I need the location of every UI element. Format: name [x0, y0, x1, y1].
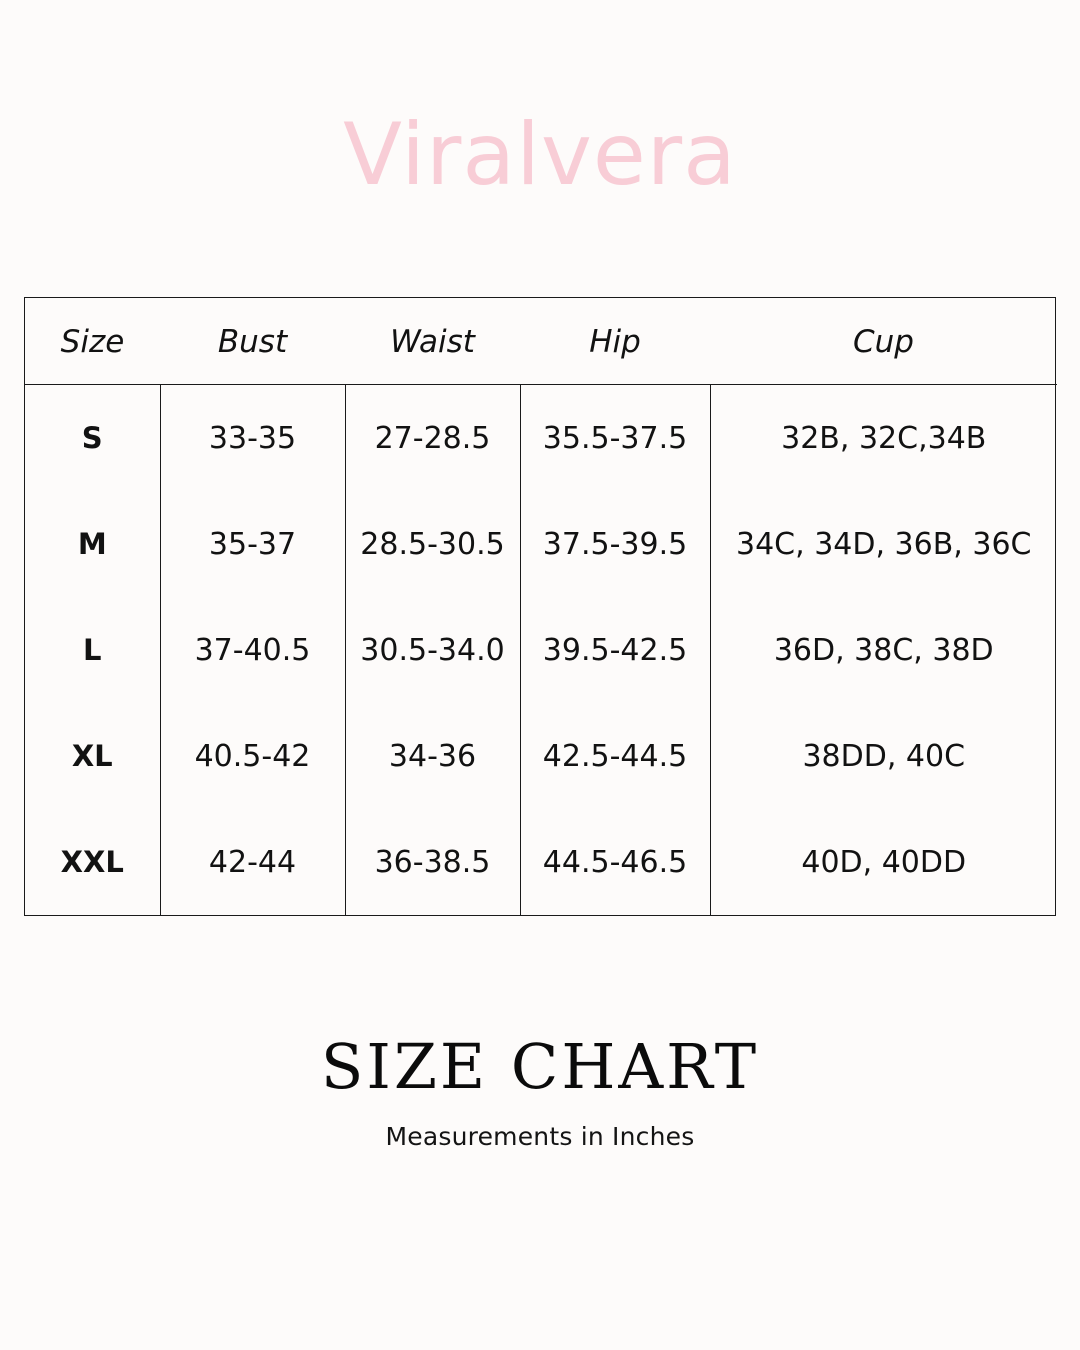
cell-waist: 34-36 [345, 703, 520, 809]
page-subtitle: Measurements in Inches [385, 1122, 695, 1152]
cell-hip: 39.5-42.5 [520, 597, 710, 703]
column-header-hip: Hip [520, 298, 710, 385]
cell-cup: 40D, 40DD [710, 809, 1057, 915]
column-header-size: Size [25, 298, 160, 385]
cell-size: L [83, 633, 102, 667]
table-row [25, 597, 1057, 703]
cell-waist: 28.5-30.5 [345, 491, 520, 597]
cell-size: S [81, 421, 103, 455]
cell-waist: 36-38.5 [345, 809, 520, 915]
cell-hip: 35.5-37.5 [520, 385, 710, 492]
cell-cup: 32B, 32C,34B [710, 385, 1057, 492]
table-body [25, 385, 1057, 916]
table-row [25, 385, 1057, 492]
cell-size: XL [71, 739, 113, 773]
table-header-row [25, 298, 1057, 385]
cell-bust: 42-44 [160, 809, 345, 915]
footer [0, 1030, 1080, 1151]
cell-cup: 34C, 34D, 36B, 36C [710, 491, 1057, 597]
size-chart-table-container [24, 297, 1056, 916]
size-chart-table [25, 298, 1057, 915]
column-header-cup: Cup [710, 298, 1057, 385]
cell-bust: 40.5-42 [160, 703, 345, 809]
column-header-bust: Bust [160, 298, 345, 385]
cell-hip: 37.5-39.5 [520, 491, 710, 597]
cell-cup: 38DD, 40C [710, 703, 1057, 809]
table-row [25, 703, 1057, 809]
cell-bust: 37-40.5 [160, 597, 345, 703]
column-header-waist: Waist [345, 298, 520, 385]
cell-bust: 35-37 [160, 491, 345, 597]
cell-waist: 27-28.5 [345, 385, 520, 492]
cell-cup: 36D, 38C, 38D [710, 597, 1057, 703]
table-row [25, 491, 1057, 597]
cell-waist: 30.5-34.0 [345, 597, 520, 703]
brand-title: Viralvera [343, 105, 737, 205]
cell-size: M [77, 527, 107, 561]
table-header [25, 298, 1057, 385]
cell-bust: 33-35 [160, 385, 345, 492]
cell-hip: 44.5-46.5 [520, 809, 710, 915]
page-title: SIZE CHART [320, 1030, 760, 1103]
cell-size: XXL [60, 845, 124, 879]
table-row [25, 809, 1057, 915]
cell-hip: 42.5-44.5 [520, 703, 710, 809]
